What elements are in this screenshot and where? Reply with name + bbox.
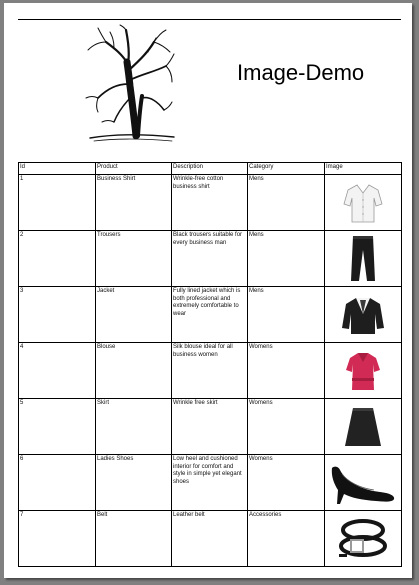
cell-product: Business Shirt bbox=[96, 175, 172, 231]
black-skirt-icon bbox=[340, 404, 386, 450]
cell-id: 4 bbox=[19, 343, 96, 399]
cell-id: 3 bbox=[19, 287, 96, 343]
cell-category: Womens bbox=[248, 399, 325, 455]
bare-tree-icon bbox=[84, 24, 176, 144]
header-rule bbox=[18, 19, 401, 20]
cell-description: Black trousers suitable for every business man bbox=[172, 231, 248, 287]
cell-product: Trousers bbox=[96, 231, 172, 287]
cell-image bbox=[325, 343, 402, 399]
cell-product: Blouse bbox=[96, 343, 172, 399]
cell-id: 5 bbox=[19, 399, 96, 455]
header-description: Description bbox=[172, 163, 248, 175]
cell-description: Wrinkle free skirt bbox=[172, 399, 248, 455]
document-page bbox=[4, 3, 412, 578]
table-row bbox=[19, 511, 402, 567]
cell-product: Jacket bbox=[96, 287, 172, 343]
cell-image bbox=[325, 231, 402, 287]
cell-description: Wrinkle-free cotton business shirt bbox=[172, 175, 248, 231]
table-row bbox=[19, 455, 402, 511]
leather-belt-icon bbox=[335, 516, 391, 562]
product-table bbox=[18, 162, 402, 567]
cell-id: 1 bbox=[19, 175, 96, 231]
header-id: Id bbox=[19, 163, 96, 175]
cell-image bbox=[325, 287, 402, 343]
cell-image bbox=[325, 175, 402, 231]
black-trousers-icon bbox=[343, 234, 383, 284]
black-heel-shoe-icon bbox=[328, 460, 398, 506]
cell-id: 6 bbox=[19, 455, 96, 511]
pink-blouse-icon bbox=[340, 348, 386, 394]
cell-description: Leather belt bbox=[172, 511, 248, 567]
table-row bbox=[19, 175, 402, 231]
table-header-row bbox=[19, 163, 402, 175]
table-row bbox=[19, 231, 402, 287]
cell-product: Ladies Shoes bbox=[96, 455, 172, 511]
cell-description: Silk blouse ideal for all business women bbox=[172, 343, 248, 399]
cell-description: Fully lined jacket which is both professional and extremely comfortable to wear bbox=[172, 287, 248, 343]
header-product: Product bbox=[96, 163, 172, 175]
cell-category: Accessories bbox=[248, 511, 325, 567]
cell-description: Low heel and cushioned interior for comfort and style in simple yet elegant shoes bbox=[172, 455, 248, 511]
black-jacket-icon bbox=[340, 292, 386, 338]
cell-image bbox=[325, 455, 402, 511]
cell-category: Mens bbox=[248, 231, 325, 287]
document-title: Image-Demo bbox=[237, 60, 365, 85]
cell-category: Womens bbox=[248, 343, 325, 399]
cell-image bbox=[325, 399, 402, 455]
header-category: Category bbox=[248, 163, 325, 175]
cell-image bbox=[325, 511, 402, 567]
cell-product: Skirt bbox=[96, 399, 172, 455]
table-row bbox=[19, 287, 402, 343]
cell-id: 7 bbox=[19, 511, 96, 567]
cell-category: Mens bbox=[248, 175, 325, 231]
cell-product: Belt bbox=[96, 511, 172, 567]
table-row bbox=[19, 399, 402, 455]
cell-category: Mens bbox=[248, 287, 325, 343]
cell-id: 2 bbox=[19, 231, 96, 287]
table-row bbox=[19, 343, 402, 399]
cell-category: Womens bbox=[248, 455, 325, 511]
header-image: Image bbox=[325, 163, 402, 175]
white-shirt-icon bbox=[340, 180, 386, 226]
